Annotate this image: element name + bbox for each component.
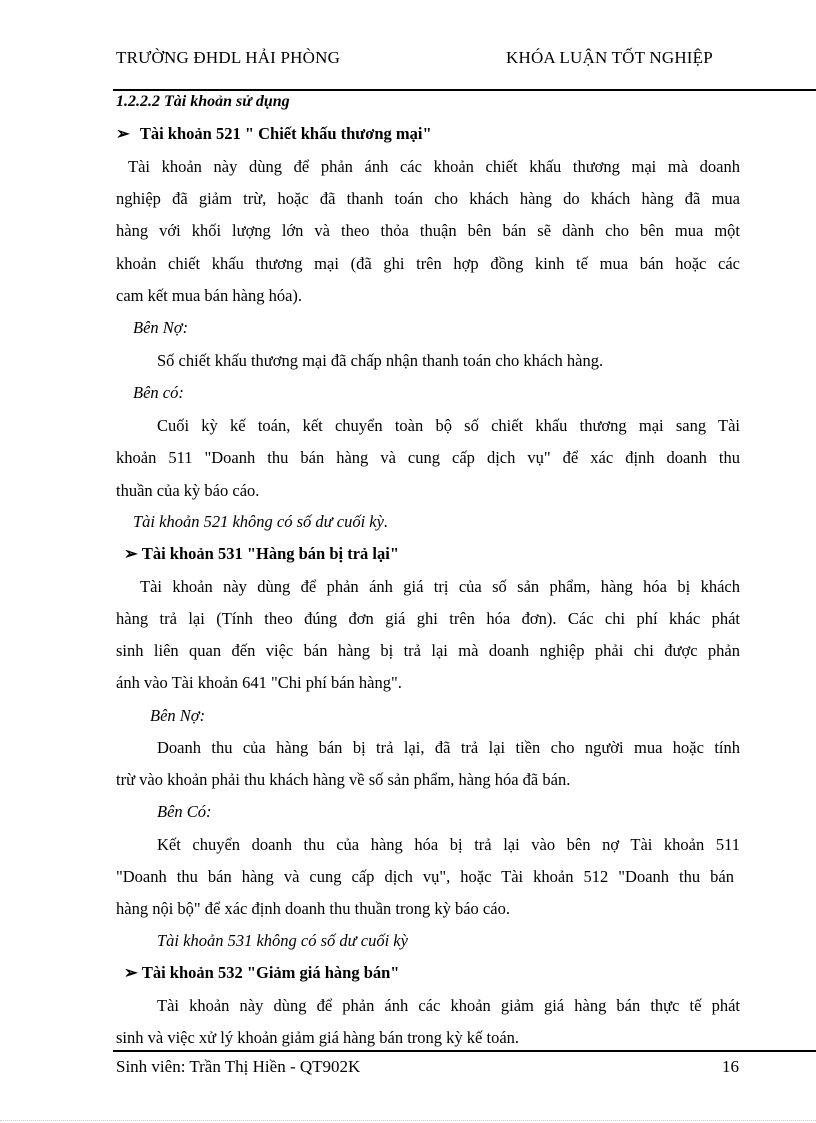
ben-co-label-1: Bên có: [133,383,184,402]
p6-line2: "Doanh thu bán hàng và cung cấp dịch vụ", hoặc Tài khoản 512 "Doanh thu bán [116,867,734,886]
p7-line1: Tài khoản này dùng để phản ánh các khoản giảm giá hàng bán thực tế phát [157,996,740,1015]
p3-line1: Cuối kỳ kế toán, kết chuyển toàn bộ số chiết khấu thương mại sang Tài [157,416,740,435]
p4-line3: sinh liên quan đến việc bán hàng bị trả lại mà doanh nghiệp phải chi được phản [116,641,740,660]
p7-line2: sinh và việc xử lý khoản giảm giá hàng bán trong kỳ kế toán. [116,1028,520,1047]
header-thesis: KHÓA LUẬN TỐT NGHIỆP [506,48,713,67]
heading-532 [124,963,399,983]
page-edge-divider [0,1120,816,1121]
heading-531 [124,544,399,564]
footer-rule [113,1050,816,1052]
p1-line5: cam kết mua bán hàng hóa). [116,286,303,305]
p6-line3: hàng nội bộ" để xác định doanh thu thuần trong kỳ báo cáo. [116,899,510,918]
p6-line1: Kết chuyển doanh thu của hàng hóa bị trả lại vào bên nợ Tài khoản 511 [157,835,740,854]
heading-532-text: Tài khoản 532 "Giảm giá hàng bán" [141,963,400,982]
heading-521 [116,124,432,144]
header-school: TRƯỜNG ĐHDL HẢI PHÒNG [116,48,341,67]
p1-line3: hàng với khối lượng lớn và theo thỏa thuận bên bán sẽ dành cho bên mua một [116,221,740,240]
p4-line4: ánh vào Tài khoản 641 "Chi phí bán hàng". [116,673,402,692]
p1-line1: Tài khoản này dùng để phản ánh các khoản chiết khấu thương mại mà doanh [128,157,740,176]
arrow-bullet-icon: ➢ [116,124,130,143]
p1-line2: nghiệp đã giảm trừ, hoặc đã thanh toán cho khách hàng do khách hàng đã mua [116,189,740,208]
ben-no-label-1: Bên Nợ: [133,318,189,337]
p5-line1: Doanh thu của hàng bán bị trả lại, đã trả lại tiền cho người mua hoặc tính [157,738,740,757]
p3-line3: thuần của kỳ báo cáo. [116,481,260,500]
arrow-bullet-icon: ➢ [124,544,138,563]
note-531: Tài khoản 531 không có số dư cuối kỳ [157,931,408,950]
heading-531-text: Tài khoản 531 "Hàng bán bị trả lại" [141,544,400,563]
ben-co-label-2: Bên Có: [157,802,212,821]
ben-no-label-2: Bên Nợ: [150,706,206,725]
footer-student: Sinh viên: Trần Thị Hiền - QT902K [116,1057,361,1076]
heading-521-text: Tài khoản 521 " Chiết khấu thương mại" [139,124,432,143]
header-rule [113,89,816,91]
arrow-bullet-icon: ➢ [124,963,138,982]
p4-line2: hàng trả lại (Tính theo đúng đơn giá ghi trên hóa đơn). Các chi phí khác phát [116,609,740,628]
p1-line4: khoản chiết khấu thương mại (đã ghi trên hợp đồng kinh tế mua bán hoặc các [116,254,740,273]
p3-line2: khoản 511 "Doanh thu bán hàng và cung cấp dịch vụ" để xác định doanh thu [116,448,740,467]
p4-line1: Tài khoản này dùng để phản ánh giá trị của số sản phẩm, hàng hóa bị khách [140,577,740,596]
p2-line: Số chiết khấu thương mại đã chấp nhận thanh toán cho khách hàng. [157,351,604,370]
section-title: 1.2.2.2 Tài khoản sử dụng [116,93,290,110]
note-521: Tài khoản 521 không có số dư cuối kỳ. [133,512,389,531]
page-number: 16 [722,1057,739,1076]
p5-line2: trừ vào khoản phải thu khách hàng về số sản phẩm, hàng hóa đã bán. [116,770,571,789]
